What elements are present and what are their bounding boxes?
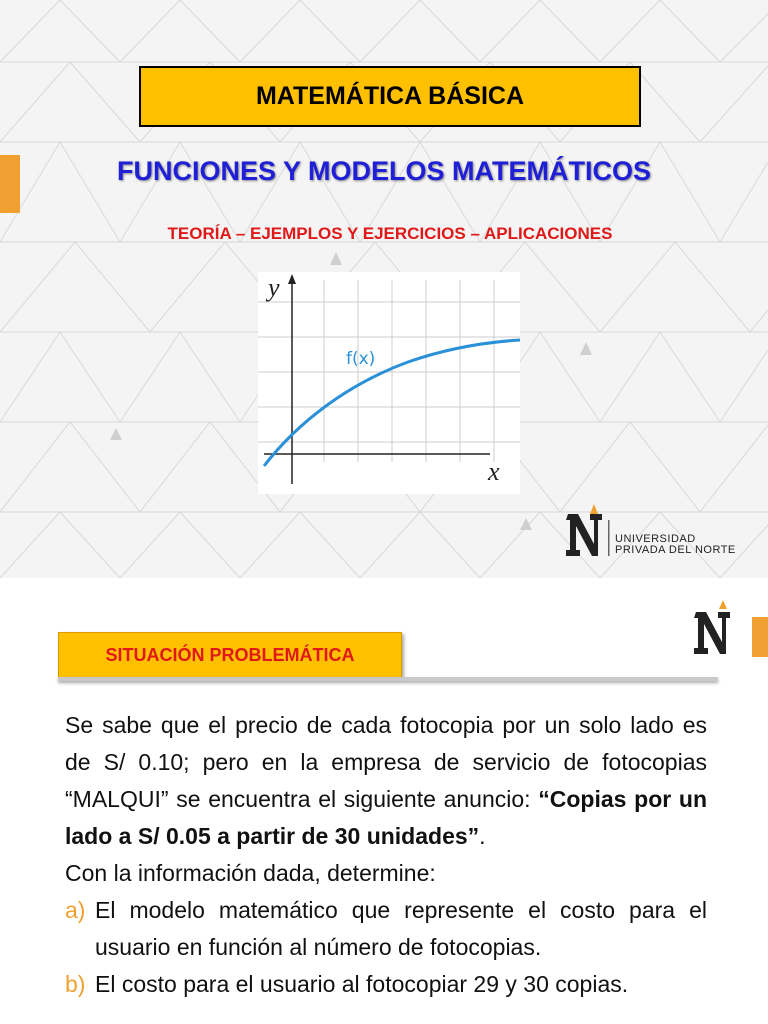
- list-marker: b): [65, 971, 86, 997]
- list-item-text: El costo para el usuario al fotocopiar 29 y 30 copias.: [95, 971, 629, 997]
- list-marker: a): [65, 897, 86, 923]
- list-item: [65, 966, 707, 1003]
- slide-subtitle: FUNCIONES Y MODELOS MATEMÁTICOS: [116, 156, 652, 186]
- announcement-end: .: [479, 823, 486, 849]
- list-item-text: El modelo matemático que represente el costo para el usuario en función al número de fotocopias.: [95, 897, 707, 960]
- accent-tab-right: [752, 617, 768, 657]
- list-item: [65, 892, 707, 966]
- announcement-text: “Copias por un lado a S/ 0.05 a partir de 30 unidades”: [65, 786, 708, 849]
- instruction: Con la información dada, determine:: [65, 860, 436, 886]
- x-axis-label: x: [488, 457, 500, 486]
- problem-statement: [65, 707, 707, 1003]
- university-name: [615, 534, 736, 556]
- problem-paragraph: [65, 707, 707, 855]
- university-name-line2: PRIVADA DEL NORTE: [615, 544, 736, 556]
- y-axis-label: y: [268, 273, 280, 302]
- curve-label: f(x): [346, 349, 376, 369]
- slide-tagline: TEORÍA – EJEMPLOS Y EJERCICIOS – APLICACIONES: [167, 224, 613, 243]
- course-title: MATEMÁTICA BÁSICA: [139, 66, 641, 127]
- section-label: SITUACIÓN PROBLEMÁTICA: [58, 632, 402, 678]
- paragraph-text: Se sabe que el precio de cada fotocopia por un solo lado es de S/ 0.10; pero en la empresa de servicio de fotocopias “MALQUI” se encuentra el siguiente anuncio:: [65, 712, 707, 812]
- section-divider: [58, 677, 718, 681]
- function-graph: [258, 272, 520, 494]
- university-name-line1: UNIVERSIDAD: [615, 533, 696, 545]
- university-logo-small: [690, 598, 736, 660]
